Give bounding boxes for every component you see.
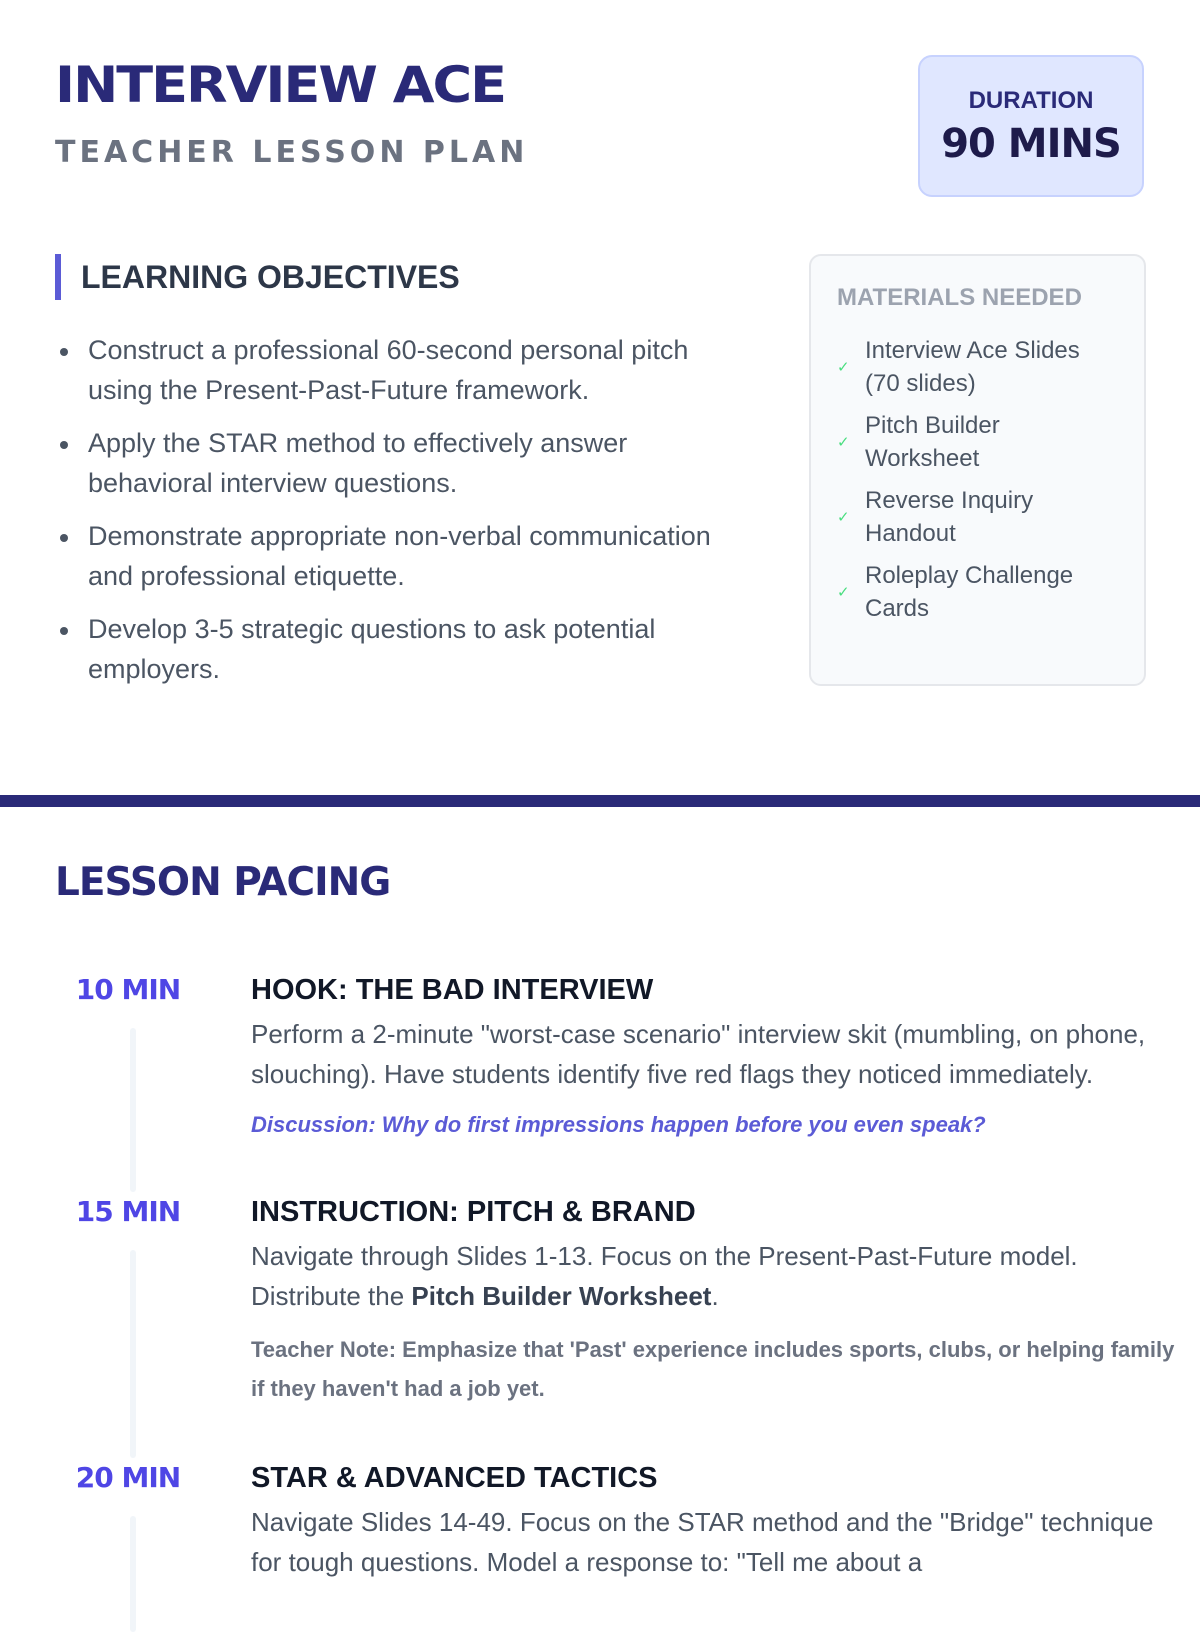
page-header	[55, 55, 528, 170]
check-icon: ✓	[837, 584, 850, 601]
material-item	[837, 484, 1118, 550]
step-description-text: Navigate through Slides 1-13. Focus on the Present-Past-Future model. Distribute the	[251, 1241, 1078, 1311]
duration-value: 90 MINS	[941, 121, 1121, 167]
objective-item: Develop 3-5 strategic questions to ask potential employers.	[55, 609, 755, 689]
material-item	[837, 409, 1118, 475]
material-label: Roleplay Challenge Cards	[865, 562, 1074, 622]
pacing-step	[55, 970, 1175, 1192]
step-description: Navigate Slides 14-49. Focus on the STAR method and the "Bridge" technique for tough questions. Model a response to: "Tell me about a	[251, 1507, 1154, 1577]
material-item	[837, 559, 1118, 625]
pacing-step	[55, 1458, 1175, 1632]
materials-card	[809, 254, 1146, 686]
teacher-note: Teacher Note: Emphasize that 'Past' experience includes sports, clubs, or helping family if they haven't had a job yet.	[251, 1337, 1175, 1401]
materials-heading: MATERIALS NEEDED	[837, 284, 1082, 311]
step-body	[251, 970, 1175, 1192]
timeline-line	[130, 1250, 136, 1458]
step-description-end: .	[711, 1281, 719, 1311]
step-title: STAR & ADVANCED TACTICS	[251, 1462, 658, 1494]
step-body	[251, 1458, 1175, 1632]
material-item	[837, 334, 1118, 400]
page-subtitle: TEACHER LESSON PLAN	[55, 135, 529, 170]
material-label: Interview Ace Slides (70 slides)	[865, 337, 1080, 397]
check-icon: ✓	[837, 509, 850, 526]
duration-badge	[918, 55, 1144, 197]
step-title: HOOK: THE BAD INTERVIEW	[251, 974, 654, 1006]
step-time: 20 MIN	[75, 1461, 181, 1494]
step-description: Perform a 2-minute "worst-case scenario" interview skit (mumbling, on phone, slouching). Have students identify five red flags they noticed immediately.	[251, 1019, 1146, 1089]
pacing-step	[55, 1192, 1175, 1458]
step-discussion: Discussion: Why do first impressions happen before you even speak?	[251, 1112, 986, 1137]
step-body	[251, 1192, 1175, 1458]
objective-item: Construct a professional 60-second personal pitch using the Present-Past-Future framework.	[55, 330, 755, 410]
timeline-line	[130, 1516, 136, 1632]
timeline-line	[130, 1028, 136, 1192]
objective-item: Apply the STAR method to effectively answer behavioral interview questions.	[55, 423, 755, 503]
duration-label: DURATION	[968, 87, 1094, 114]
step-description	[251, 1236, 1175, 1316]
objectives-heading: LEARNING OBJECTIVES	[55, 254, 755, 300]
objective-item: Demonstrate appropriate non-verbal communication and professional etiquette.	[55, 516, 755, 596]
page-title: INTERVIEW ACE	[55, 55, 506, 114]
section-divider	[0, 795, 1200, 807]
objectives-list	[55, 330, 755, 689]
learning-objectives-section	[55, 254, 755, 702]
step-time: 10 MIN	[75, 973, 181, 1006]
step-title: INSTRUCTION: PITCH & BRAND	[251, 1196, 696, 1228]
material-label: Reverse Inquiry Handout	[865, 487, 1034, 547]
pacing-timeline	[55, 970, 1175, 1632]
pacing-heading: LESSON PACING	[55, 860, 391, 905]
check-icon: ✓	[837, 359, 850, 376]
step-time: 15 MIN	[75, 1195, 181, 1228]
worksheet-name: Pitch Builder Worksheet	[411, 1281, 712, 1311]
material-label: Pitch Builder Worksheet	[865, 412, 1000, 472]
check-icon: ✓	[837, 434, 850, 451]
